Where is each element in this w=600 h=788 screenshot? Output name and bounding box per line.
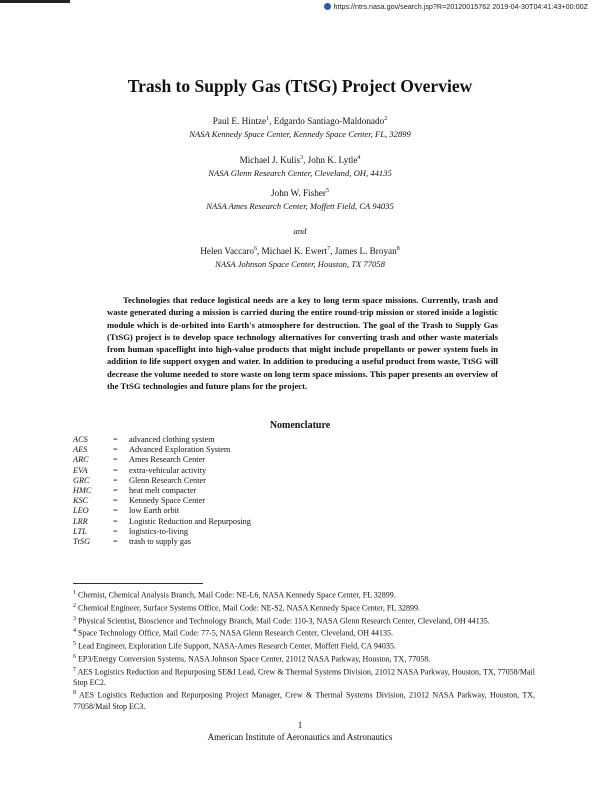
source-url-text: https://ntrs.nasa.gov/search.jsp?R=20120015762 2019-04-30T04:41:43+00:00Z (333, 2, 588, 11)
footnotes (73, 588, 535, 712)
footnote: $^2$ Chemical Engineer, Surface Systems Office, Mail Code: NE-S2, NASA Kennedy Space Center, FL 32899. (73, 602, 420, 613)
scan-mark (0, 0, 70, 3)
affiliation-2: NASA Glenn Research Center, Cleveland, OH, 44135 (208, 168, 392, 178)
author-line-4: Helen Vaccaro$^6$, Michael K. Ewert$^7$, James L. Broyan$^8$ (200, 246, 400, 257)
page-number: 1 (297, 720, 303, 730)
affiliation-1: NASA Kennedy Space Center, Kennedy Space Center, FL, 32899 (189, 129, 411, 139)
nomenclature-item: KSC = Kennedy Space Center (73, 496, 206, 506)
footnote: $^8$ AES Logistics Reduction and Repurposing Project Manager, Crew & Thermal Systems Division, 21012 NASA Parkway, Houston, TX, 77058/Mail Stop EC3. (73, 690, 536, 712)
nomenclature-heading: Nomenclature (269, 420, 331, 431)
footnote: $^5$ Lead Engineer, Exploration Life Support, NASA-Ames Research Center, Moffett Field, CA 94035. (73, 641, 396, 651)
nomenclature-item: ACS = advanced clothing system (73, 435, 215, 444)
nomenclature-item: HMC = heat melt compacter (73, 485, 197, 495)
footnote: $^7$ AES Logistics Reduction and Repurposing SE&I Lead, Crew & Thermal Systems Division, 21012 NASA Parkway, Houston, TX, 77058/Mail Stop EC2. (73, 666, 535, 688)
nomenclature-item: TtSG = trash to supply gas (73, 536, 191, 546)
footnote: $^1$ Chemist, Chemical Analysis Branch, Mail Code: NE-L6, NASA Kennedy Space Center, FL 32899. (73, 590, 396, 600)
paper-title: Trash to Supply Gas (TtSG) Project Overview (127, 76, 473, 96)
author-line-2: Michael J. Kulis$^3$, John K. Lytle$^4$ (239, 155, 361, 166)
nomenclature-item: LEO = low Earth orbit (73, 506, 180, 516)
author-line-1: Paul E. Hintze$^1$, Edgardo Santiago-Maldonado$^2$ (212, 116, 388, 127)
nomenclature-item: GRC = Glenn Research Center (73, 475, 206, 485)
nomenclature-item: EVA = extra-vehicular activity (73, 465, 207, 475)
and-separator: and (293, 226, 307, 236)
footnote-separator (73, 583, 203, 584)
abstract: Technologies that reduce logistical needs are a key to long term space missions. Currently, trash and waste generated during a mission is carried during the entire round-trip mission or stored inside a logistic module which is de-orbited into Earth's atmosphere for destruction. The goal of the Trash to Supply Gas (TtSG) project is to develop space technology alternatives for converting trash and other waste materials from human spaceflight into high-value products that might include propellants or power system fuels in addition to life support oxygen and water. In addition to producing a useful product from waste, TtSG will decrease the volume needed to store waste on long term space missions. This paper presents an overview of the TtSG technologies and future plans for the project. (107, 295, 498, 392)
author-line-3: John W. Fisher$^5$ (271, 188, 329, 199)
nomenclature-item: AES = Advanced Exploration System (73, 445, 231, 455)
nomenclature-item: LTL = logistics-to-living (73, 526, 188, 536)
page-footer: American Institute of Aeronautics and Astronautics (207, 732, 393, 742)
affiliation-4: NASA Johnson Space Center, Houston, TX 77058 (215, 259, 385, 269)
nomenclature-item: ARC = Ames Research Center (73, 455, 206, 465)
footnote: $^3$ Physical Scientist, Bioscience and Technology Branch, Mail Code: 110-3, NASA Glenn Research Center, Cleveland, OH 44135. (73, 615, 490, 626)
nomenclature-item: LRR = Logistic Reduction and Repurposing (73, 516, 251, 526)
footnote: $^6$ EP3/Energy Conversion Systems, NASA Johnson Space Center, 21012 NASA Parkway, Houston, TX, 77058. (73, 653, 431, 664)
ntrs-logo-icon (324, 3, 331, 10)
footnote: $^4$ Space Technology Office, Mail Code: 77-5, NASA Glenn Research Center, Cleveland, OH 44135. (73, 628, 393, 638)
nomenclature-list (73, 435, 251, 547)
source-url[interactable] (324, 2, 588, 11)
affiliation-3: NASA Ames Research Center, Moffett Field, CA 94035 (206, 201, 394, 211)
